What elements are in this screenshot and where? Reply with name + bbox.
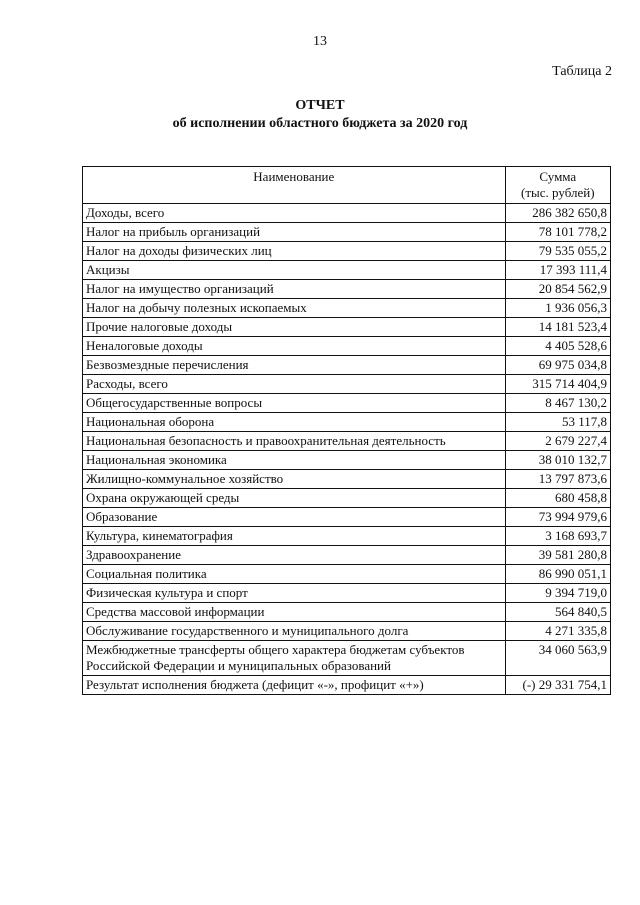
table-row <box>83 318 611 337</box>
table-row <box>83 641 611 676</box>
table-row <box>83 413 611 432</box>
row-name: Охрана окружающей среды <box>83 489 506 508</box>
row-amount: 53 117,8 <box>505 413 610 432</box>
table-row <box>83 603 611 622</box>
row-name: Налог на добычу полезных ископаемых <box>83 299 506 318</box>
row-name: Культура, кинематография <box>83 527 506 546</box>
row-name: Безвозмездные перечисления <box>83 356 506 375</box>
row-amount: 13 797 873,6 <box>505 470 610 489</box>
table-row <box>83 394 611 413</box>
row-amount: 14 181 523,4 <box>505 318 610 337</box>
table-row <box>83 356 611 375</box>
table-row <box>83 676 611 695</box>
row-amount: 9 394 719,0 <box>505 584 610 603</box>
page-number: 13 <box>313 34 327 49</box>
row-name: Прочие налоговые доходы <box>83 318 506 337</box>
row-name: Социальная политика <box>83 565 506 584</box>
report-title: ОТЧЕТ <box>295 98 345 113</box>
table-row <box>83 223 611 242</box>
table-row <box>83 299 611 318</box>
row-amount: 34 060 563,9 <box>505 641 610 676</box>
row-amount: 564 840,5 <box>505 603 610 622</box>
table-row <box>83 489 611 508</box>
row-amount: 79 535 055,2 <box>505 242 610 261</box>
row-name: Здравоохранение <box>83 546 506 565</box>
row-amount: (-) 29 331 754,1 <box>505 676 610 695</box>
row-name: Доходы, всего <box>83 204 506 223</box>
row-name: Жилищно-коммунальное хозяйство <box>83 470 506 489</box>
row-amount: 69 975 034,8 <box>505 356 610 375</box>
table-row <box>83 375 611 394</box>
table-row <box>83 470 611 489</box>
row-amount: 78 101 778,2 <box>505 223 610 242</box>
row-name: Межбюджетные трансферты общего характера бюджетам субъектов Российской Федерации и муниципальных образований <box>83 641 506 676</box>
row-name: Неналоговые доходы <box>83 337 506 356</box>
table-header-row <box>83 167 611 204</box>
row-name: Средства массовой информации <box>83 603 506 622</box>
report-title-block <box>0 97 640 133</box>
row-name: Национальная оборона <box>83 413 506 432</box>
header-sum-line1: Сумма <box>539 169 577 184</box>
table-row <box>83 565 611 584</box>
row-amount: 680 458,8 <box>505 489 610 508</box>
row-name: Национальная экономика <box>83 451 506 470</box>
row-name: Налог на имущество организаций <box>83 280 506 299</box>
row-amount: 315 714 404,9 <box>505 375 610 394</box>
row-name: Образование <box>83 508 506 527</box>
table-row <box>83 451 611 470</box>
row-name: Акцизы <box>83 261 506 280</box>
row-amount: 4 405 528,6 <box>505 337 610 356</box>
table-row <box>83 527 611 546</box>
row-amount: 20 854 562,9 <box>505 280 610 299</box>
row-amount: 4 271 335,8 <box>505 622 610 641</box>
row-amount: 1 936 056,3 <box>505 299 610 318</box>
table-row <box>83 432 611 451</box>
row-amount: 17 393 111,4 <box>505 261 610 280</box>
row-name: Физическая культура и спорт <box>83 584 506 603</box>
table-row <box>83 508 611 527</box>
row-amount: 39 581 280,8 <box>505 546 610 565</box>
table-row <box>83 204 611 223</box>
header-sum-line2: (тыс. рублей) <box>521 185 595 200</box>
table-row <box>83 337 611 356</box>
table-body <box>83 204 611 695</box>
row-name: Налог на прибыль организаций <box>83 223 506 242</box>
row-name: Налог на доходы физических лиц <box>83 242 506 261</box>
row-amount: 286 382 650,8 <box>505 204 610 223</box>
row-name: Общегосударственные вопросы <box>83 394 506 413</box>
table-row <box>83 261 611 280</box>
row-amount: 2 679 227,4 <box>505 432 610 451</box>
table-label: Таблица 2 <box>552 64 612 79</box>
header-name: Наименование <box>83 167 506 204</box>
table-row <box>83 280 611 299</box>
row-name: Обслуживание государственного и муниципального долга <box>83 622 506 641</box>
row-amount: 8 467 130,2 <box>505 394 610 413</box>
report-subtitle: об исполнении областного бюджета за 2020 год <box>172 116 468 131</box>
table-row <box>83 584 611 603</box>
row-amount: 73 994 979,6 <box>505 508 610 527</box>
budget-report-table <box>82 166 611 695</box>
row-name: Национальная безопасность и правоохранительная деятельность <box>83 432 506 451</box>
table-row <box>83 622 611 641</box>
header-sum <box>505 167 610 204</box>
row-amount: 38 010 132,7 <box>505 451 610 470</box>
row-name: Результат исполнения бюджета (дефицит «-», профицит «+») <box>83 676 506 695</box>
table-row <box>83 546 611 565</box>
row-amount: 86 990 051,1 <box>505 565 610 584</box>
table-row <box>83 242 611 261</box>
row-amount: 3 168 693,7 <box>505 527 610 546</box>
row-name: Расходы, всего <box>83 375 506 394</box>
